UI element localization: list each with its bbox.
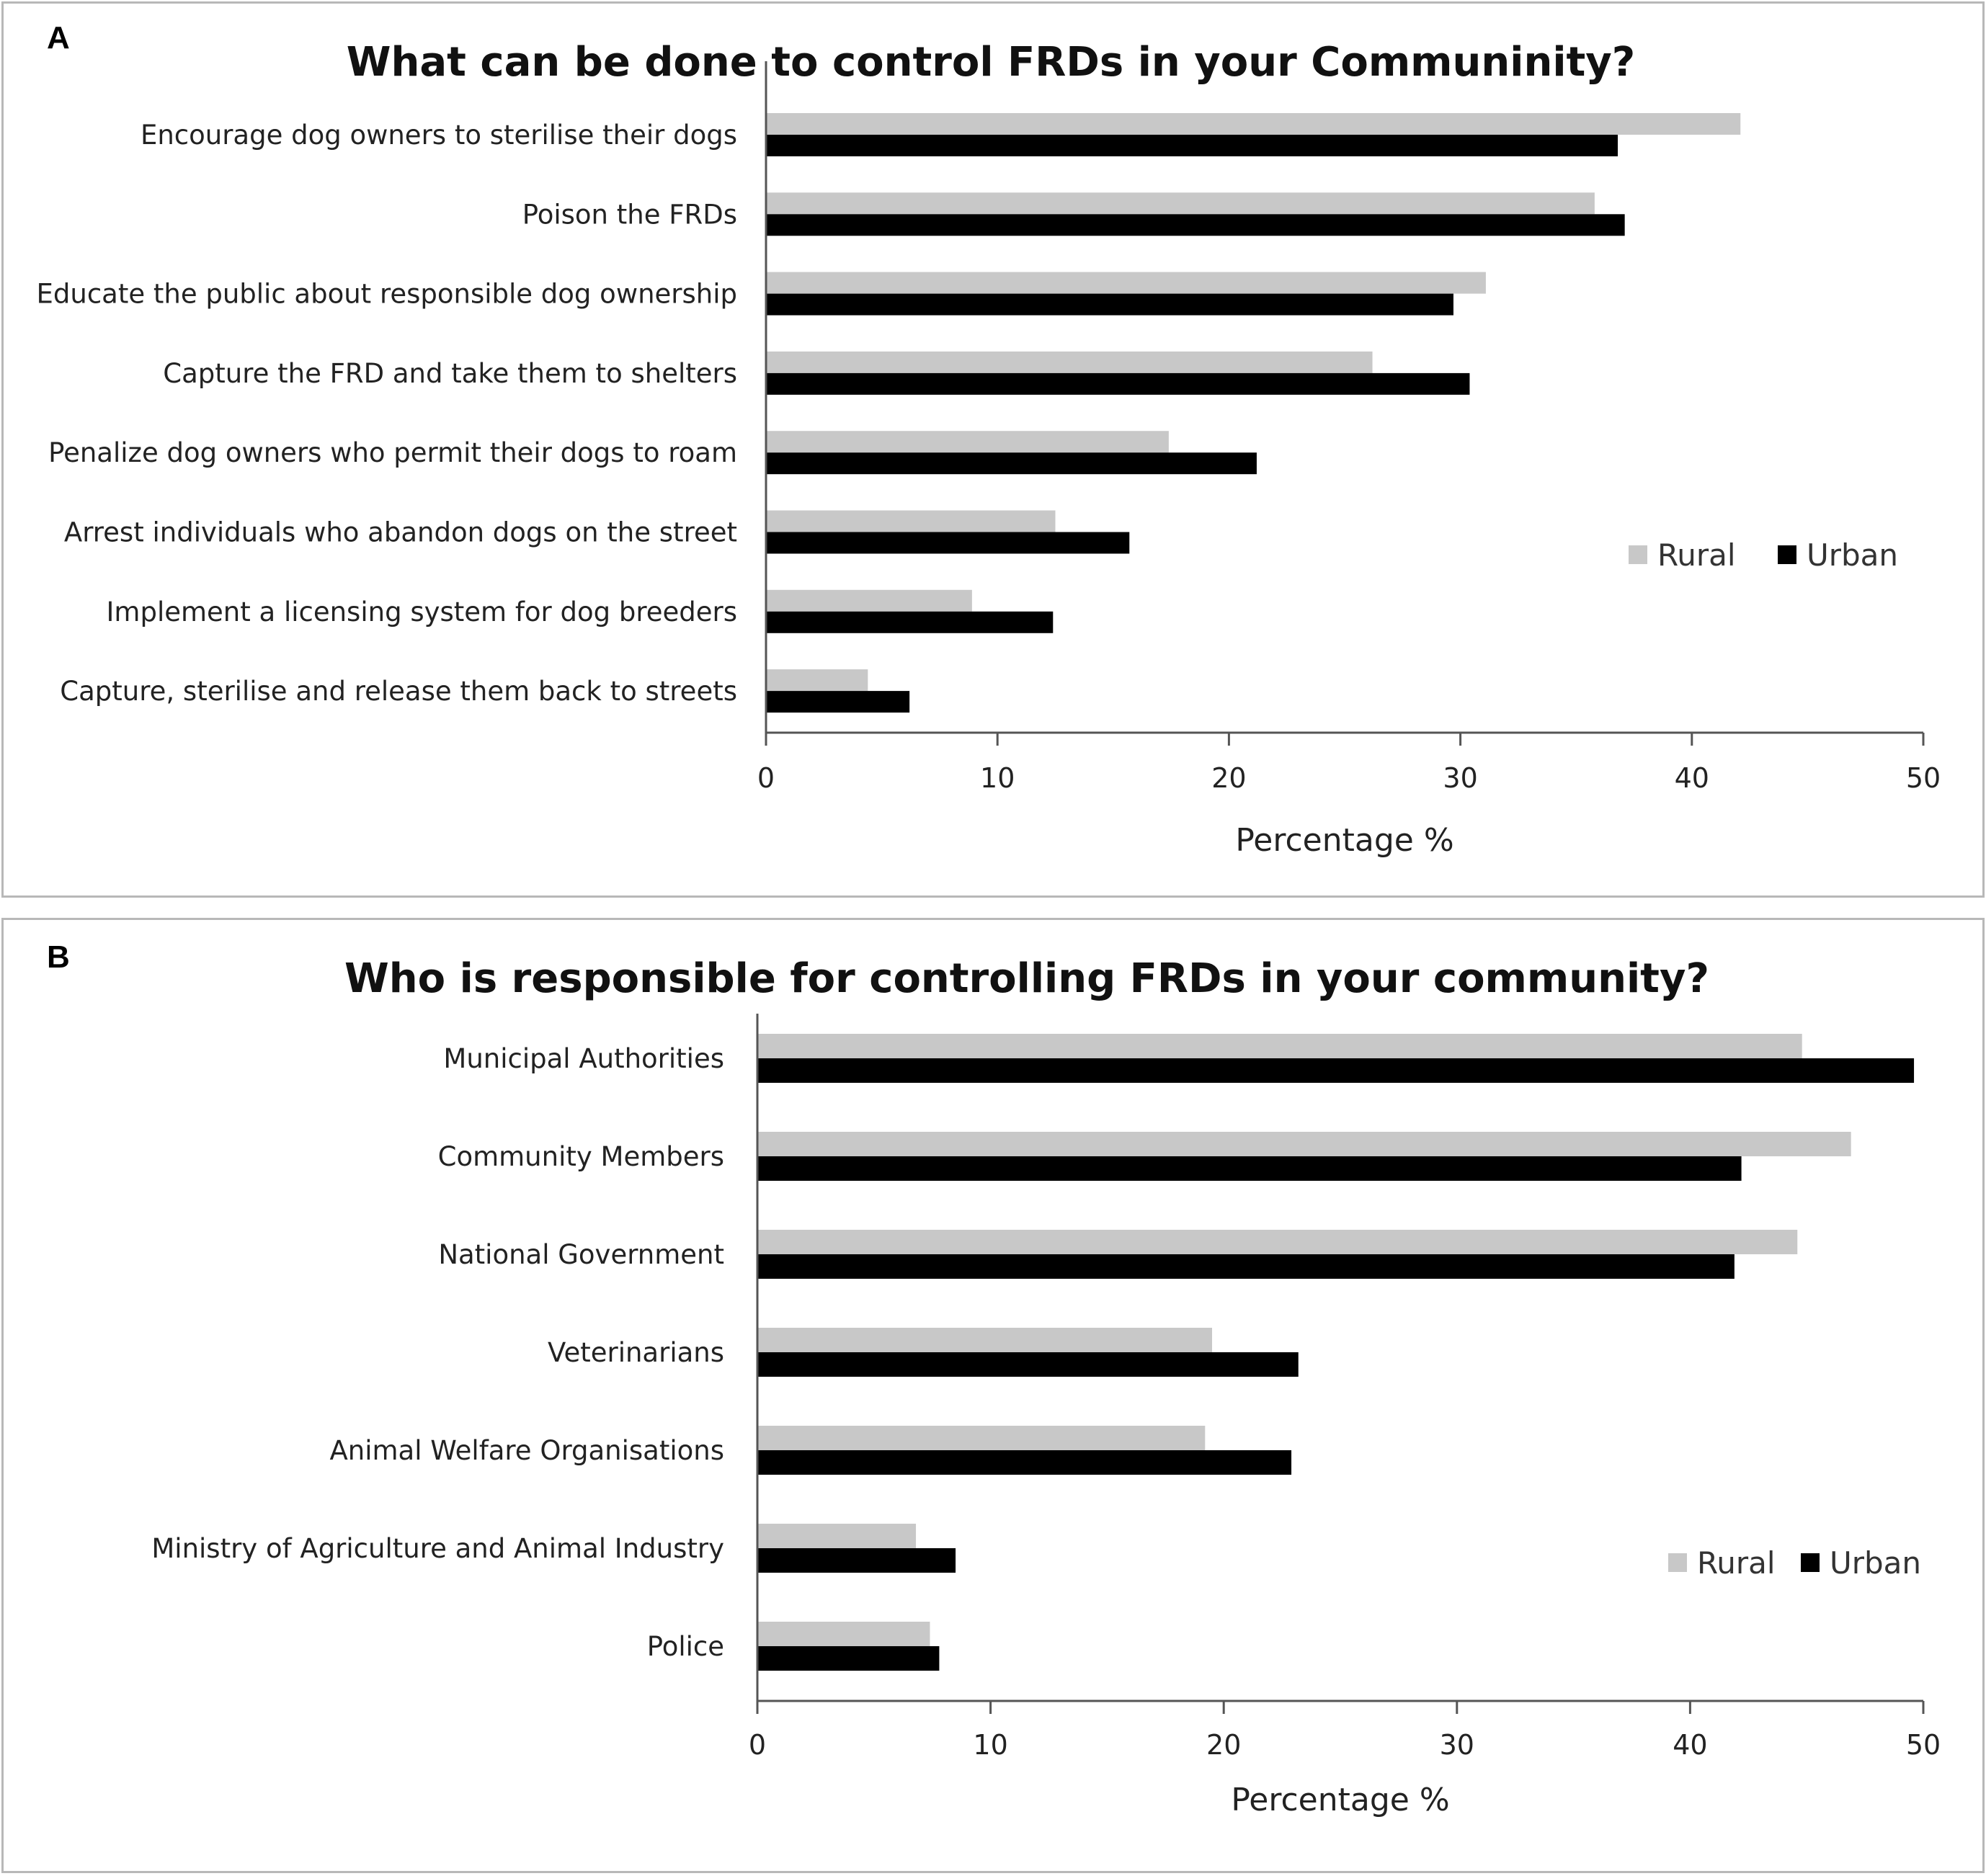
x-tick-label: 50 (1905, 762, 1941, 794)
bar-urban (766, 532, 1129, 554)
chart-panel-a (1, 1, 1985, 898)
chart-title: What can be done to control FRDs in your Communinity? (346, 39, 1636, 86)
bar-urban (766, 214, 1625, 236)
bar-rural (766, 272, 1486, 294)
x-tick-label: 20 (1211, 762, 1247, 794)
chart-title: Who is responsible for controlling FRDs in your community? (344, 955, 1709, 1002)
chart-b-svg (4, 920, 1982, 1871)
category-label: Capture the FRD and take them to shelters (163, 357, 737, 389)
bar-urban (757, 1156, 1742, 1181)
x-tick-label: 30 (1443, 762, 1478, 794)
chart-a-svg (4, 4, 1982, 895)
bar-rural (757, 1034, 1802, 1058)
bar-urban (757, 1058, 1914, 1083)
legend-label-urban: Urban (1830, 1545, 1922, 1581)
bar-urban (766, 452, 1257, 474)
category-label: Community Members (437, 1141, 724, 1172)
category-label: Animal Welfare Organisations (329, 1435, 724, 1466)
category-label: National Government (438, 1239, 724, 1270)
x-tick-label: 0 (748, 1729, 767, 1761)
x-axis-title: Percentage % (1231, 1782, 1450, 1818)
legend-label-rural: Rural (1697, 1545, 1776, 1581)
bar-rural (766, 431, 1169, 452)
legend-swatch-urban (1778, 545, 1796, 564)
bar-urban (766, 612, 1053, 633)
legend-label-urban: Urban (1807, 537, 1899, 573)
bar-rural (766, 511, 1056, 532)
bar-urban (766, 294, 1453, 316)
bar-urban (757, 1352, 1299, 1377)
legend-label-rural: Rural (1657, 537, 1736, 573)
bar-rural (757, 1622, 930, 1646)
category-label: Implement a licensing system for dog breeders (106, 596, 737, 627)
legend-swatch-urban (1801, 1553, 1820, 1572)
x-tick-label: 10 (973, 1729, 1008, 1761)
category-label: Educate the public about responsible dog ownership (36, 278, 737, 310)
category-label: Veterinarians (548, 1337, 724, 1368)
bar-urban (766, 135, 1618, 156)
bar-rural (757, 1328, 1212, 1352)
x-tick-label: 50 (1905, 1729, 1941, 1761)
legend-swatch-rural (1668, 1553, 1687, 1572)
bar-urban (757, 1450, 1291, 1475)
category-label: Poison the FRDs (522, 199, 737, 231)
bar-rural (766, 113, 1740, 135)
bar-urban (766, 691, 909, 713)
category-label: Encourage dog owners to sterilise their dogs (140, 120, 737, 151)
category-label: Penalize dog owners who permit their dogs to roam (48, 437, 737, 469)
bar-rural (757, 1426, 1205, 1450)
x-tick-label: 0 (757, 762, 775, 794)
bar-urban (757, 1548, 956, 1573)
x-tick-label: 40 (1673, 1729, 1708, 1761)
x-tick-label: 10 (980, 762, 1015, 794)
category-label: Arrest individuals who abandon dogs on the street (63, 517, 737, 548)
chart-panel-b (1, 918, 1985, 1873)
x-axis-title: Percentage % (1235, 822, 1454, 859)
x-tick-label: 40 (1674, 762, 1709, 794)
bar-rural (757, 1230, 1797, 1254)
category-label: Ministry of Agriculture and Animal Industry (151, 1533, 724, 1564)
x-tick-label: 20 (1206, 1729, 1242, 1761)
bar-rural (766, 669, 868, 691)
bar-rural (766, 352, 1373, 373)
x-tick-label: 30 (1439, 1729, 1474, 1761)
bar-urban (766, 373, 1469, 395)
category-label: Police (646, 1631, 724, 1662)
bar-rural (757, 1524, 916, 1548)
legend-swatch-rural (1629, 545, 1647, 564)
bar-urban (757, 1646, 939, 1671)
bar-rural (766, 590, 972, 612)
bar-rural (766, 192, 1595, 214)
bar-rural (757, 1132, 1851, 1156)
panel-letter: A (47, 20, 70, 55)
category-label: Municipal Authorities (443, 1043, 724, 1074)
category-label: Capture, sterilise and release them back to streets (60, 676, 737, 707)
panel-letter: B (47, 939, 70, 975)
bar-urban (757, 1254, 1735, 1279)
